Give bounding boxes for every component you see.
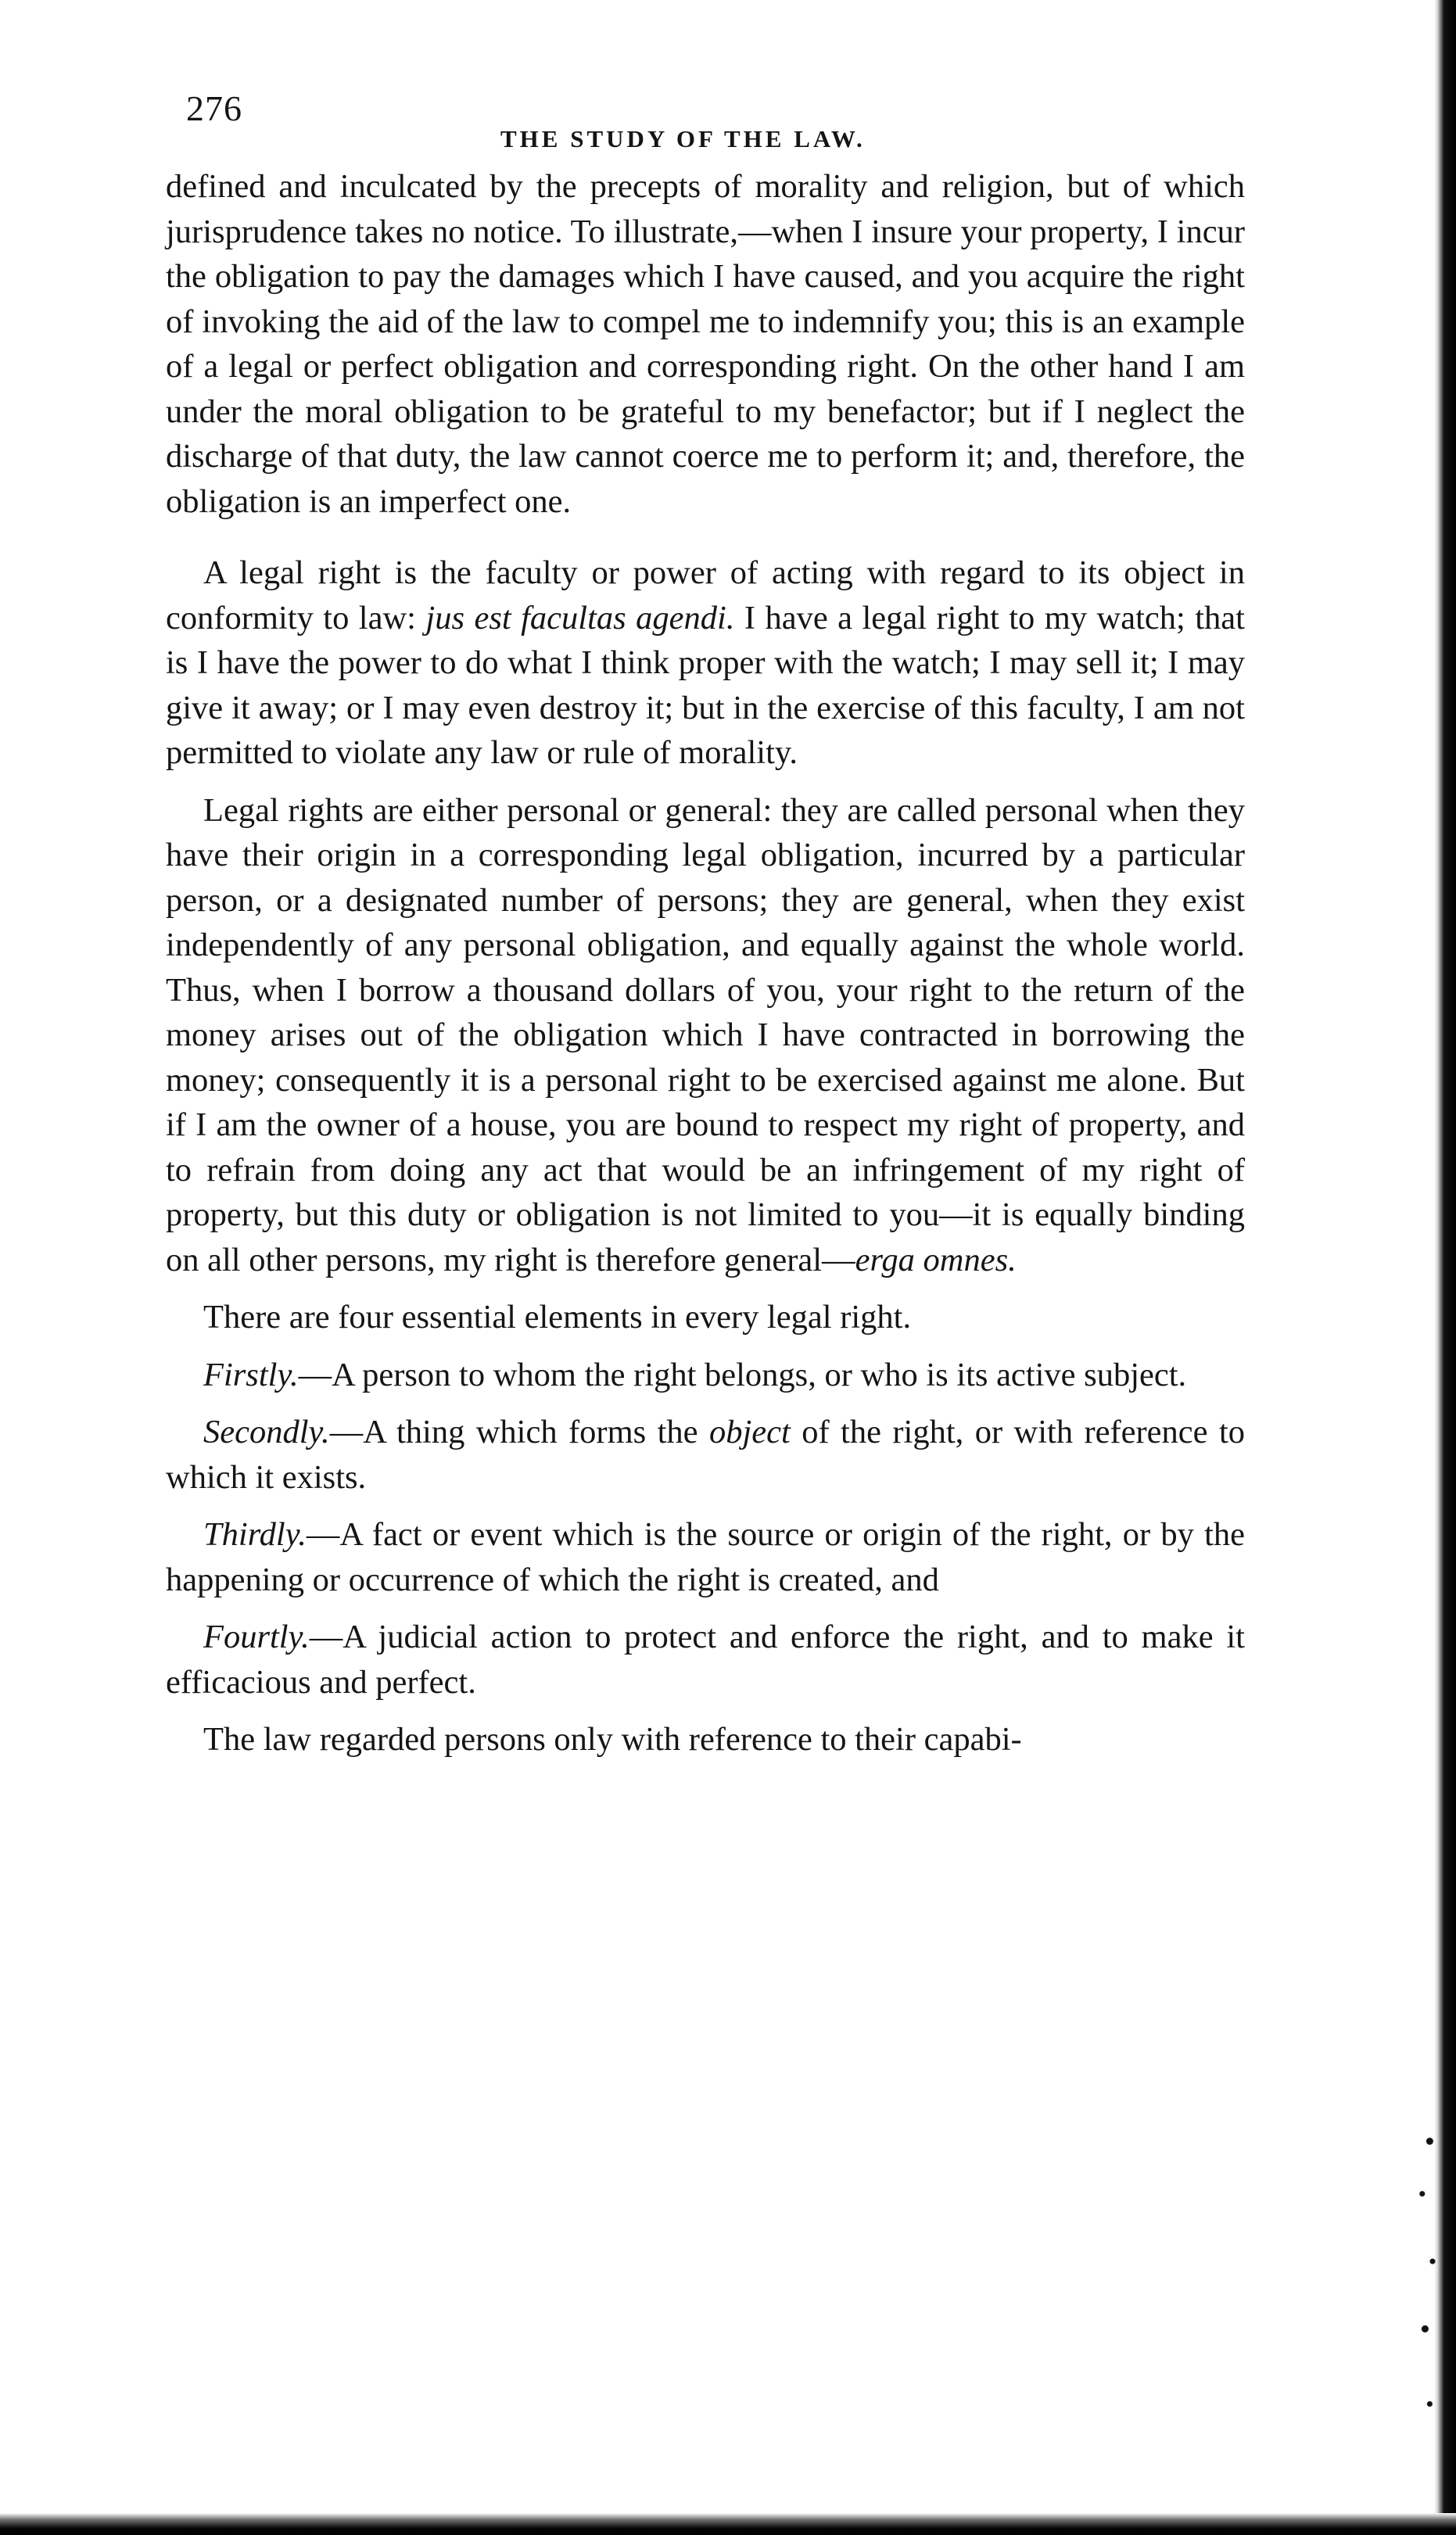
page-edge-shadow-right [1434,0,1456,2535]
paragraph-text-continued: I have a legal right to my watch; that is I have the power to do what I think proper with the watch; I may sell it; I may give it away; or I may even destroy it; but in the exercise of this faculty, I am not permitted to violate any law or rule of morality. [166,599,1245,771]
paragraph-obligation-illustration [166,164,1245,524]
page-edge-specks [1418,2111,1437,2487]
element-label: Fourtly. [203,1619,310,1655]
paragraph-fourtly [166,1615,1245,1705]
paragraph-text: Legal rights are either personal or general: they are called personal when they have their origin in a corresponding legal obligation, incurred by a particular person, or a designated number of persons; they are general, when they exist independently of any personal obligation, and equally against the whole world. Thus, when I borrow a thousand dollars of you, your right to the return of the money arises out of the obligation which I have contracted in borrowing the money; consequently it is a personal right to be exercised against me alone. But if I am the owner of a house, you are bound to respect my right of property, and to refrain from doing any act that would be an infringement of my right of property, but this duty or obligation is not limited to you—it is equally binding on all other persons, my right is therefore general— [166,791,1245,1278]
paragraph-text: —A person to whom the right belongs, or who is its active subject. [298,1356,1187,1393]
paragraph-text: —A judicial action to protect and enforce the right, and to make it efficacious and perfect. [166,1619,1245,1701]
paragraph-persons-capabilities [166,1717,1245,1762]
paragraph-four-elements [166,1295,1245,1340]
body-text [166,164,1245,1775]
page-number: 276 [186,88,242,128]
paragraph-secondly [166,1410,1245,1500]
paragraph-text-continued: of the right, or with reference to which it exists. [166,1414,1246,1496]
paragraph-firstly [166,1353,1245,1398]
paragraph-personal-general-rights [166,788,1245,1283]
paragraph-text: A legal right is the faculty or power of acting with regard to its object in conformity to law: [166,554,1245,636]
latin-phrase: erga omnes. [855,1241,1017,1278]
paragraph-text: —A fact or event which is the source or origin of the right, or by the happening or occurrence of which the right is created, and [166,1516,1245,1598]
page-edge-shadow-bottom [0,2513,1456,2535]
element-label: Firstly. [203,1356,299,1393]
object-term: object [708,1414,791,1450]
element-label: Thirdly. [203,1516,307,1553]
element-label: Secondly. [203,1414,330,1450]
paragraph-text: defined and inculcated by the precepts of morality and religion, but of which jurisprudence takes no notice. To illustrate,—when I insure your property, I incur the obligation to pay the damages which I have caused, and you acquire the right of invoking the aid of the law to compel me to indemnify you; this is an example of a legal or perfect obligation and corresponding right. On the other hand I am under the moral obligation to be grateful to my benefactor; but if I neglect the discharge of that duty, the law cannot coerce me to perform it; and, therefore, the obligation is an imperfect one. [166,168,1245,520]
latin-phrase: jus est facultas agendi. [425,599,735,636]
paragraph-legal-right-definition [166,550,1245,776]
paragraph-text: —A thing which forms the [329,1414,709,1450]
paragraph-thirdly [166,1512,1245,1602]
running-head: THE STUDY OF THE LAW. [500,125,866,152]
paragraph-text: There are four essential elements in every legal right. [203,1299,912,1336]
paragraph-text: The law regarded persons only with reference to their capabi- [203,1721,1022,1758]
